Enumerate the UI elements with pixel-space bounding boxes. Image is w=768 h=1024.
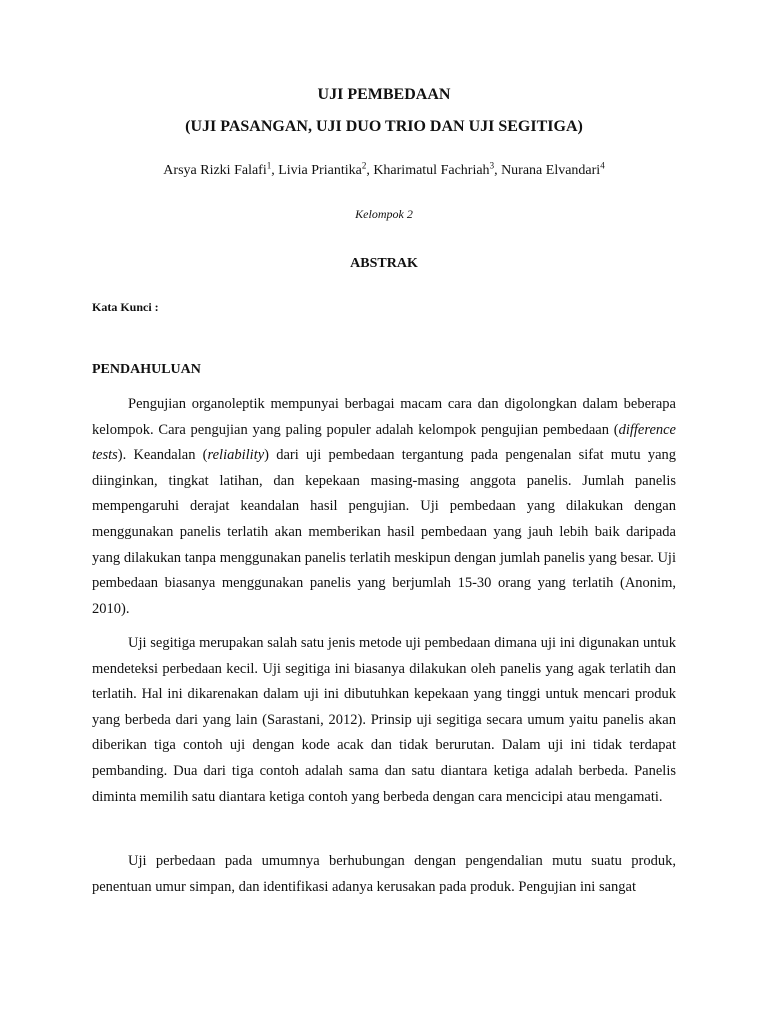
paragraph-text: Pengujian organoleptik mempunyai berbagai macam cara dan digolongkan dalam beberapa kelompok. Cara pengujian yang paling populer adalah kelompok pengujian pembedaan ( <box>92 396 676 438</box>
author-name: Nurana Elvandari <box>501 163 601 178</box>
abstract-heading: ABSTRAK <box>350 256 418 271</box>
author-name: Kharimatul Fachriah <box>373 163 490 178</box>
paper-title: UJI PEMBEDAAN <box>317 86 451 103</box>
author-separator: , <box>366 163 374 178</box>
paper-subtitle: (UJI PASANGAN, UJI DUO TRIO DAN UJI SEGITIGA) <box>185 118 583 135</box>
author-affiliation-mark: 1 <box>266 160 272 171</box>
italic-term: difference tests <box>92 421 676 464</box>
paragraph-1 <box>92 392 676 622</box>
author-name: Livia Priantika <box>278 163 362 178</box>
paragraph-3: Uji perbedaan pada umumnya berhubungan dengan pengendalian mutu suatu produk, penentuan umur simpan, dan identifikasi adanya kerusakan pada produk. Pengujian ini sangat <box>92 853 676 895</box>
paragraph-text: ) dari uji pembedaan tergantung pada pengenalan sifat mutu yang diinginkan, tingkat latihan, dan kepekaan masing-masing anggota panelis. Jumlah panelis mempengaruhi derajat keandalan hasil pengujian. Uji pembedaan yang dilakukan dengan menggunakan panelis terlatih akan memberikan hasil pembedaan yang jauh lebih baik daripada yang dilakukan tanpa menggunakan panelis terlatih meskipun dengan jumlah panelis yang besar. Uji pembedaan biasanya menggunakan panelis yang berjumlah 15-30 orang yang terlatih (Anonim, 2010). <box>92 447 677 617</box>
author-affiliation-mark: 3 <box>489 160 495 171</box>
author-affiliation-mark: 2 <box>361 160 367 171</box>
author-list <box>0 160 768 179</box>
section-heading-introduction: PENDAHULUAN <box>92 362 201 377</box>
author-separator: , <box>271 163 279 178</box>
author-separator: , <box>494 163 502 178</box>
paragraph-text: ). Keandalan ( <box>117 447 208 464</box>
italic-term: reliability <box>207 447 265 464</box>
author-name: Arsya Rizki Falafi <box>163 163 267 178</box>
group-label: Kelompok 2 <box>355 207 413 221</box>
keywords-label: Kata Kunci : <box>92 300 159 314</box>
paragraph-2: Uji segitiga merupakan salah satu jenis metode uji pembedaan dimana uji ini digunakan untuk mendeteksi perbedaan kecil. Uji segitiga ini biasanya dilakukan oleh panelis yang agak terlatih dan terlatih. Hal ini dikarenakan dalam uji ini dibutuhkan kepekaan yang tinggi untuk mencari produk yang berbeda dari yang lain (Sarastani, 2012). Prinsip uji segitiga secara umum yaitu panelis akan diberikan tiga contoh uji dengan kode acak dan tidak berurutan. Dalam uji ini tidak terdapat pembanding. Dua dari tiga contoh adalah sama dan satu diantara ketiga adalah berbeda. Panelis diminta memilih satu diantara ketiga contoh yang berbeda dengan cara mencicipi atau mengamati. <box>92 635 676 805</box>
author-affiliation-mark: 4 <box>600 160 605 171</box>
